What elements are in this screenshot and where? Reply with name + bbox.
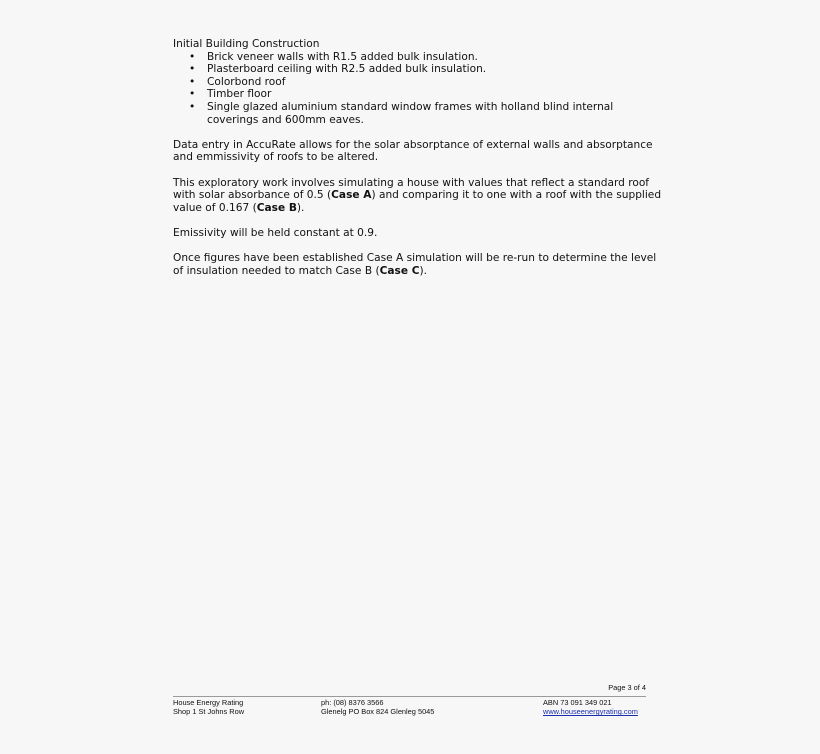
bullet-icon: • <box>189 100 196 113</box>
page-footer <box>173 683 646 720</box>
paragraph-emissivity: Emissivity will be held constant at 0.9. <box>173 226 378 239</box>
bullet-icon: • <box>189 50 196 63</box>
construction-list <box>173 51 663 127</box>
case-b-label: Case B <box>256 201 297 214</box>
footer-columns <box>173 698 646 720</box>
footer-abn-column <box>543 698 638 717</box>
bullet-icon: • <box>189 63 196 76</box>
list-item: • Timber floor <box>189 88 272 101</box>
abn-number: ABN 73 091 349 021 <box>543 697 612 707</box>
paragraph-exploratory-work: This exploratory work involves simulating a house with values that reflect a standard roof with solar absorbance of 0.5 (Case A) and comparing it to one with a roof with the supplied value of 0.167 (Case B). <box>173 176 662 214</box>
page-number: Page 3 of 4 <box>608 683 646 692</box>
list-item: • Plasterboard ceiling with R2.5 added bulk insulation. <box>189 63 487 76</box>
footer-divider <box>173 696 646 697</box>
footer-contact-column <box>321 698 434 717</box>
section-heading: Initial Building Construction <box>173 38 320 50</box>
postal-address: Glenelg PO Box 824 Glenleg 5045 <box>321 707 435 717</box>
paragraph-case-c: Once figures have been established Case A simulation will be re-run to determine the level of insulation needed to match Case B (Case C). <box>173 252 657 277</box>
case-a-label: Case A <box>331 189 372 202</box>
list-item: • Colorbond roof <box>189 75 286 88</box>
street-address: Shop 1 St Johns Row <box>173 707 245 717</box>
footer-company-column <box>173 698 244 717</box>
bullet-icon: • <box>189 88 196 101</box>
company-name: House Energy Rating <box>173 697 244 707</box>
paragraph-data-entry: Data entry in AccuRate allows for the solar absorptance of external walls and absorptance and emmissivity of roofs to be altered. <box>173 138 653 164</box>
document-body <box>173 38 663 277</box>
list-item: • Single glazed aluminium standard window frames with holland blind internal coverings and 600mm eaves. <box>189 100 614 126</box>
website-link[interactable]: www.houseenergyrating.com <box>543 707 638 717</box>
list-item: • Brick veneer walls with R1.5 added bulk insulation. <box>189 50 478 63</box>
phone-number: ph: (08) 8376 3566 <box>321 697 384 707</box>
bullet-icon: • <box>189 75 196 88</box>
case-c-label: Case C <box>379 264 420 277</box>
